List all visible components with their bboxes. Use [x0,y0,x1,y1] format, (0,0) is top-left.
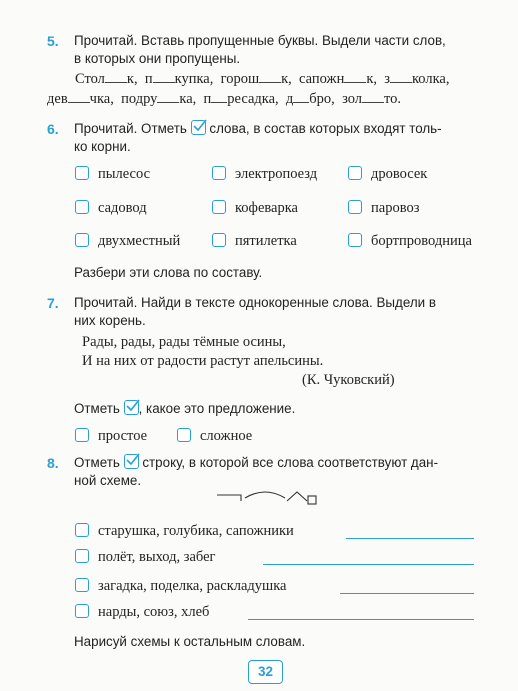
exercise-7-number: 7. [47,295,59,311]
word-option-dvukhmestny: двухместный [75,233,180,250]
page-number: 32 [248,660,283,684]
word-option-drovosek: дровосек [348,166,427,183]
exercise-8-instruction: Отметь строку, в которой все слова соответствуют дан- [74,455,439,470]
answer-line[interactable] [263,564,474,565]
checkbox[interactable] [75,549,89,563]
answer-line[interactable] [340,593,474,594]
blank[interactable] [105,71,127,83]
word-option-elektropoezd: электропоезд [212,166,317,183]
checkbox[interactable] [75,200,89,214]
word-option-parovoz: паровоз [348,200,419,217]
checkbox[interactable] [212,233,226,247]
checkbox[interactable] [212,200,226,214]
checkmark-sample-icon [124,454,139,469]
blank[interactable] [390,71,412,83]
blank[interactable] [293,91,309,103]
exercise-5-word-row-1: Стол к, п купка, горош к, сапожн к, з колка, [75,71,450,87]
exercise-6-footer: Разбери эти слова по составу. [74,265,263,280]
scheme-option-row-4: нарды, союз, хлеб [75,604,209,621]
exercise-7-instruction-cont: них корень. [74,313,146,328]
exercise-8-instruction-cont: ной схеме. [74,473,142,488]
exercise-6-instruction-cont: ко корни. [74,139,131,154]
exercise-6-instruction: Прочитай. Отметь слова, в состав которых входят толь- [74,121,442,136]
blank[interactable] [211,91,227,103]
blank[interactable] [68,91,90,103]
option-simple-sentence: простое [75,428,147,445]
checkbox[interactable] [348,200,362,214]
word-option-pylesos: пылесос [75,166,150,183]
checkbox[interactable] [75,523,89,537]
checkbox[interactable] [212,166,226,180]
checkbox[interactable] [348,166,362,180]
answer-line[interactable] [248,619,474,620]
word-option-sadovod: садовод [75,200,147,217]
checkbox[interactable] [75,233,89,247]
scheme-option-row-1: старушка, голубика, сапожники [75,523,294,540]
exercise-6-number: 6. [47,121,59,137]
checkbox[interactable] [348,233,362,247]
checkbox[interactable] [75,428,89,442]
poem-author: (К. Чуковский) [302,372,395,388]
exercise-7-instruction: Прочитай. Найди в тексте однокоренные слова. Выдели в [74,295,436,310]
exercise-8-number: 8. [47,455,59,471]
checkmark-sample-icon [124,400,139,415]
checkbox[interactable] [75,604,89,618]
word-option-pyatiletka: пятилетка [212,233,297,250]
exercise-5-instruction: Прочитай. Вставь пропущенные буквы. Выдели части слов, [74,33,446,48]
word-option-kofevarka: кофеварка [212,200,298,217]
scheme-option-row-2: полёт, выход, забег [75,549,215,566]
checkbox[interactable] [75,166,89,180]
exercise-7-question: Отметь , какое это предложение. [74,401,296,416]
word-structure-scheme-icon [213,487,319,509]
option-complex-sentence: сложное [177,428,252,445]
checkmark-sample-icon [191,120,206,135]
blank[interactable] [157,91,179,103]
blank[interactable] [259,71,281,83]
checkbox[interactable] [177,428,191,442]
blank[interactable] [344,71,366,83]
word-option-bortprovodnitsa: бортпроводница [348,233,472,250]
scheme-option-row-3: загадка, поделка, раскладушка [75,578,286,595]
exercise-5-instruction-cont: в которых они пропущены. [74,51,241,66]
poem-line-1: Рады, рады, рады тёмные осины, [82,334,286,350]
blank[interactable] [153,71,175,83]
answer-line[interactable] [346,538,474,539]
blank[interactable] [362,91,384,103]
exercise-5-word-row-2: дев чка, подру ка, п ресадка, д бро, зол то. [47,91,402,107]
exercise-8-footer: Нарисуй схемы к остальным словам. [74,634,306,649]
exercise-5-number: 5. [47,33,59,49]
checkbox[interactable] [75,578,89,592]
poem-line-2: И на них от радости растут апельсины. [82,353,324,369]
